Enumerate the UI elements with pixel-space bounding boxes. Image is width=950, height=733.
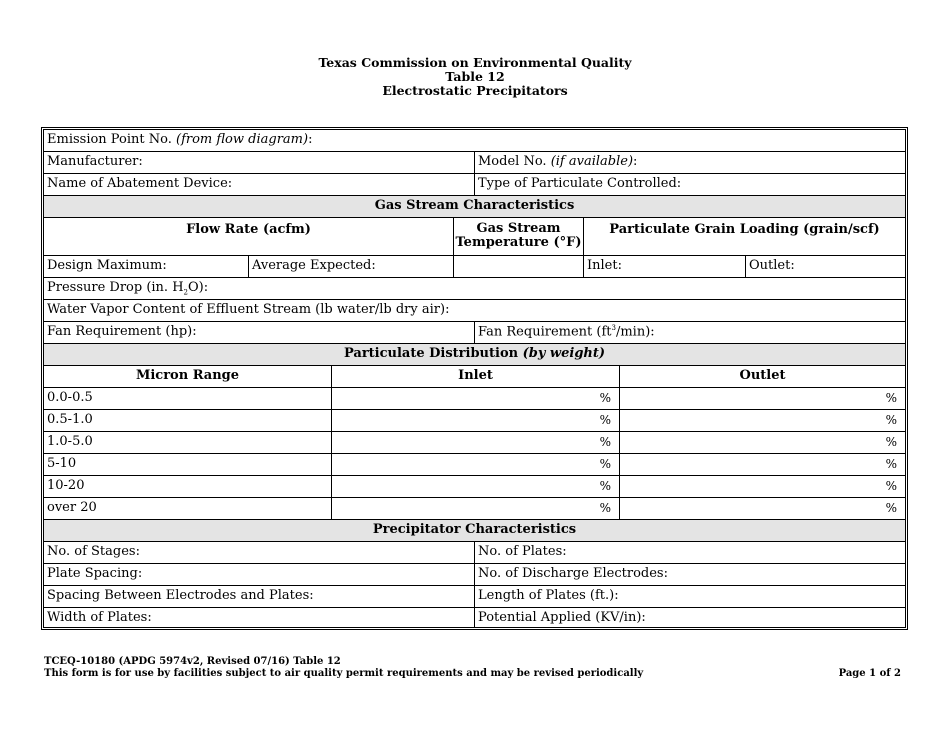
design-maximum-field[interactable]: Design Maximum: — [44, 256, 249, 277]
flow-rate-header: Flow Rate (acfm) — [44, 218, 454, 255]
inlet-percent-field[interactable]: % — [332, 410, 620, 431]
average-expected-field[interactable]: Average Expected: — [249, 256, 454, 277]
emission-point-row — [44, 130, 905, 152]
potential-applied-field[interactable]: Potential Applied (KV/in): — [478, 610, 646, 625]
precipitator-form — [41, 127, 908, 630]
outlet-percent-field[interactable]: % — [885, 435, 897, 449]
micron-range-cell: 5-10 — [44, 454, 332, 475]
plate-width-row — [44, 608, 905, 627]
inlet-percent-field[interactable]: % — [332, 388, 620, 409]
outlet-percent-field[interactable]: % — [885, 479, 897, 493]
electrode-spacing-row — [44, 586, 905, 608]
abatement-device-field[interactable]: Name of Abatement Device: — [44, 174, 475, 195]
micron-range-cell: 1.0-5.0 — [44, 432, 332, 453]
outlet-percent-field[interactable]: % — [885, 457, 897, 471]
precipitator-characteristics-section: Precipitator Characteristics — [44, 520, 905, 542]
distribution-row — [44, 476, 905, 498]
particulate-type-field[interactable]: Type of Particulate Controlled: — [478, 176, 682, 191]
emission-point-field[interactable]: Emission Point No. (from flow diagram): — [47, 132, 313, 147]
outlet-percent-field[interactable]: % — [885, 391, 897, 405]
plate-width-field[interactable]: Width of Plates: — [44, 608, 475, 627]
inlet-percent-field[interactable]: % — [332, 432, 620, 453]
outlet-percent-field[interactable]: % — [885, 413, 897, 427]
agency-name: Texas Commission on Environmental Quality — [318, 55, 632, 70]
micron-range-cell: 0.0-0.5 — [44, 388, 332, 409]
micron-range-header: Micron Range — [44, 366, 332, 387]
manufacturer-row — [44, 152, 905, 174]
model-field[interactable]: Model No. (if available): — [478, 154, 638, 169]
outlet-header: Outlet — [739, 368, 786, 383]
abatement-row — [44, 174, 905, 196]
water-vapor-field[interactable]: Water Vapor Content of Effluent Stream (lb water/lb dry air): — [47, 302, 450, 317]
micron-range-cell: over 20 — [44, 498, 332, 519]
water-vapor-row — [44, 300, 905, 322]
page-number: Page 1 of 2 — [838, 668, 901, 679]
distribution-row — [44, 498, 905, 520]
plates-count-field[interactable]: No. of Plates: — [478, 544, 567, 559]
grain-inlet-field[interactable]: Inlet: — [584, 256, 746, 277]
grain-loading-header: Particulate Grain Loading (grain/scf) — [609, 222, 880, 237]
gas-header-row — [44, 218, 905, 256]
form-id: TCEQ-10180 (APDG 5974v2, Revised 07/16) Table 12 — [44, 656, 341, 667]
distribution-row — [44, 388, 905, 410]
discharge-electrodes-field[interactable]: No. of Discharge Electrodes: — [478, 566, 668, 581]
pressure-drop-field[interactable]: Pressure Drop (in. $H_2O$): — [47, 280, 209, 297]
gas-temperature-field[interactable] — [454, 256, 584, 277]
distribution-row — [44, 410, 905, 432]
plate-spacing-row — [44, 564, 905, 586]
pressure-drop-row — [44, 278, 905, 300]
inlet-percent-field[interactable]: % — [332, 498, 620, 519]
form-title: Electrostatic Precipitators — [382, 83, 568, 98]
grain-outlet-field[interactable]: Outlet: — [749, 258, 795, 273]
usage-notice: This form is for use by facilities subject to air quality permit requirements and may be revised periodically — [44, 667, 644, 679]
fan-hp-field[interactable]: Fan Requirement (hp): — [44, 322, 475, 343]
plate-length-field[interactable]: Length of Plates (ft.): — [478, 588, 619, 603]
table-number: Table 12 — [445, 69, 505, 84]
particulate-distribution-section: Particulate Distribution (by weight) — [44, 344, 905, 366]
distribution-row — [44, 432, 905, 454]
manufacturer-field[interactable]: Manufacturer: — [44, 152, 475, 173]
micron-range-cell: 10-20 — [44, 476, 332, 497]
outlet-percent-field[interactable]: % — [885, 501, 897, 515]
micron-range-cell: 0.5-1.0 — [44, 410, 332, 431]
electrode-spacing-field[interactable]: Spacing Between Electrodes and Plates: — [44, 586, 475, 607]
fan-flow-field[interactable]: Fan Requirement $(ft^3/\min)$: — [478, 324, 655, 340]
distribution-row — [44, 454, 905, 476]
distribution-header-row — [44, 366, 905, 388]
footer-notes — [44, 656, 643, 679]
form-header — [0, 56, 950, 98]
inlet-header: Inlet — [332, 366, 620, 387]
inlet-percent-field[interactable]: % — [332, 476, 620, 497]
gas-values-row — [44, 256, 905, 278]
gas-temperature-header: Gas Stream Temperature (°F) — [454, 218, 584, 255]
stages-row — [44, 542, 905, 564]
plate-spacing-field[interactable]: Plate Spacing: — [44, 564, 475, 585]
stages-field[interactable]: No. of Stages: — [44, 542, 475, 563]
gas-stream-section: Gas Stream Characteristics — [44, 196, 905, 218]
inlet-percent-field[interactable]: % — [332, 454, 620, 475]
fan-requirement-row — [44, 322, 905, 344]
